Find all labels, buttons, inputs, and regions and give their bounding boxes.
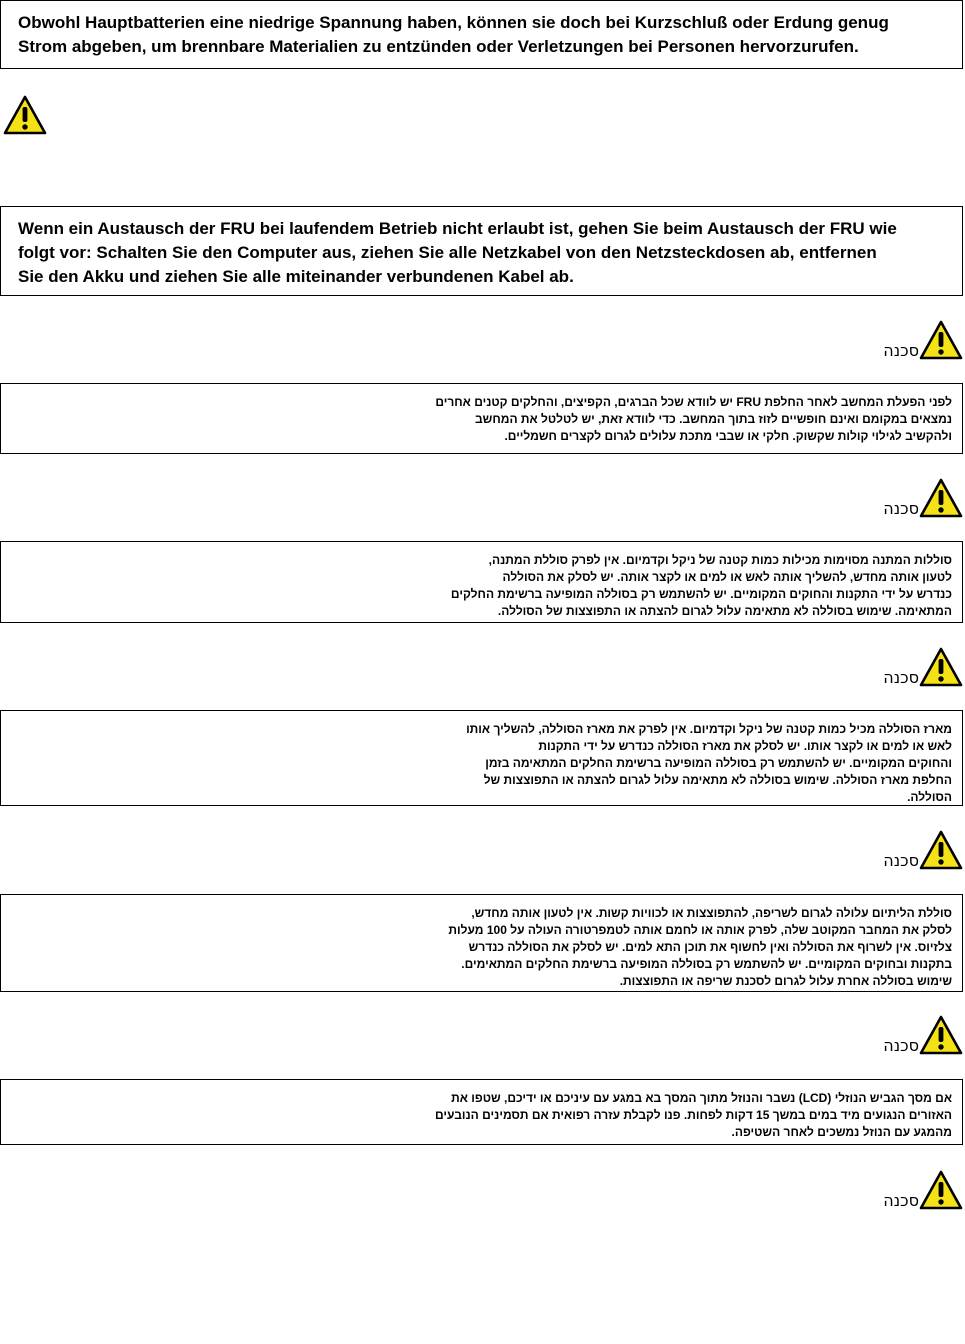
danger-heading-2 (865, 478, 965, 522)
notice-box-he-3 (0, 710, 963, 806)
danger-heading-5 (865, 1015, 965, 1059)
danger-label: סכנה (883, 668, 919, 687)
notice-box-fru-de (0, 206, 963, 296)
notice-box-he-5 (0, 1079, 963, 1145)
danger-label: סכנה (883, 341, 919, 360)
danger-label: סכנה (883, 1036, 919, 1055)
warning-triangle-icon (919, 647, 963, 687)
warning-triangle-icon (919, 1170, 963, 1210)
warning-triangle-icon (919, 478, 963, 518)
danger-label: סכנה (883, 851, 919, 870)
notice-text-he-2: סוללות המתנה מסוימות מכילות כמות קטנה של ניקל וקדמיום. אין לפרק סוללת המתנה, לטעון אותה מחדש, להשליך אותה לאש או למים או לקצר אותה. יש לסלק את הסוללה כנדרש על ידי התקנות והחוקים המקומיים. יש להשתמש רק בסוללה המופיעה ברשימת החלקים המתאימה. שימוש בסוללה לא מתאימה עלול לגרום להצתה או התפוצצות של הסוללה. (450, 553, 952, 618)
warning-triangle-icon (3, 95, 47, 135)
notice-text-he-1: לפני הפעלת המחשב לאחר החלפת FRU יש לוודא שכל הברגים, הקפיצים, והחלקים קטנים אחרים נמצאים במקומם ואינם חופשיים לזוז בתוך המחשב. כדי לוודא זאת, יש לטלטל את המחשב ולהקשיב לגילוי קולות שקשוק. חלקי או שבבי מתכת עלולים לגרום לקצרים חשמליים. (435, 395, 952, 443)
danger-heading-4 (865, 830, 965, 874)
danger-label: סכנה (883, 1191, 919, 1210)
notice-text-fru-de: Wenn ein Austausch der FRU bei laufendem Betrieb nicht erlaubt ist, gehen Sie beim Austausch der FRU wie folgt vor: Schalten Sie den Computer aus, ziehen Sie alle Netzkabel von den Netzsteckdosen ab, entfernen Sie den Akku und ziehen Sie alle miteinander verbundenen Kabel ab. (18, 219, 897, 286)
notice-box-he-1 (0, 383, 963, 454)
danger-heading-3 (865, 647, 965, 691)
danger-heading-1 (865, 320, 965, 364)
notice-text-he-3: מארז הסוללה מכיל כמות קטנה של ניקל וקדמיום. אין לפרק את מארז הסוללה, להשליך אותו לאש או למים או לקצר אותו. יש לסלק את מארז הסוללה כנדרש על ידי התקנות והחוקים המקומיים. יש להשתמש רק בסוללה המופיעה ברשימת החלקים המתאימה בזמן החלפת מארז הסוללה. שימוש בסוללה לא מתאימה עלול לגרום להצתה או התפוצצות של הסוללה. (466, 722, 952, 804)
notice-box-battery-de (0, 0, 963, 69)
danger-label: סכנה (883, 499, 919, 518)
notice-text-he-4: סוללת הליתיום עלולה לגרום לשריפה, להתפוצצות או לכוויות קשות. אין לטעון אותה מחדש, לסלק את המחבר המקוטב שלה, לפרק אותה או לחמם אותה לטמפרטורה העולה על 100 מעלות צלזיוס. אין לשרוף את הסוללה ואין לחשוף את תוכן התא למים. יש לסלק את הסוללה כנדרש בתקנות ובחוקים המקומיים. יש להשתמש רק בסוללה המופיעה ברשימת החלקים המתאימים. שימוש בסוללה אחרת עלול לגרום לסכנת שריפה או התפוצצות. (448, 906, 952, 988)
danger-heading-6 (865, 1170, 965, 1214)
warning-triangle-icon (919, 320, 963, 360)
notice-box-he-2 (0, 541, 963, 623)
warning-triangle-icon (919, 1015, 963, 1055)
notice-text-battery-de: Obwohl Hauptbatterien eine niedrige Spannung haben, können sie doch bei Kurzschluß oder Erdung genug Strom abgeben, um brennbare Materialien zu entzünden oder Verletzungen bei Personen hervorzurufen. (18, 13, 889, 56)
warning-triangle-icon (919, 830, 963, 870)
notice-box-he-4 (0, 894, 963, 992)
notice-text-he-5: אם מסך הגביש הנוזלי (LCD) נשבר והנוזל מתוך המסך בא במגע עם עיניכם או ידיכם, שטפו את האזורים הנגועים מיד במים במשך 15 דקות לפחות. פנו לקבלת עזרה רפואית אם תסמינים הנובעים מהמגע עם הנוזל נמשכים לאחר השטיפה. (435, 1091, 952, 1139)
